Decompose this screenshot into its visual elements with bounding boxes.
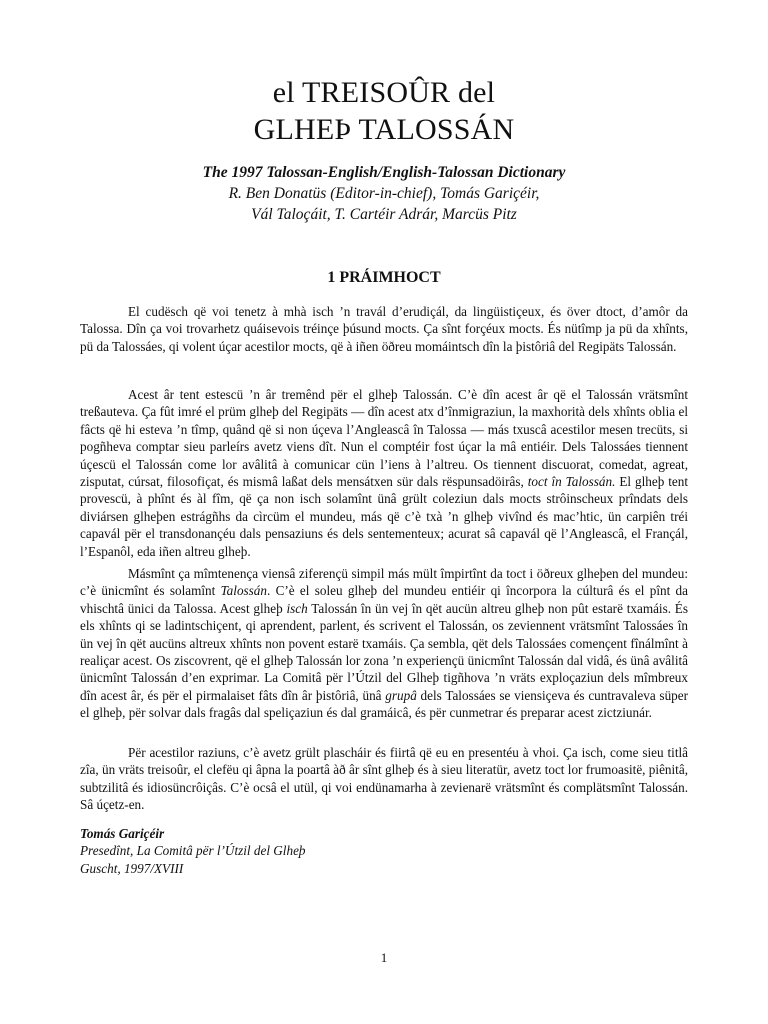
- title-line-2: GLHEÞ TALOSSÁN: [253, 113, 515, 146]
- paragraph-1: [80, 303, 688, 355]
- paragraph-italic-run: toct în Talossán.: [527, 474, 616, 490]
- paragraph-text-run: El glheþ tent provescü, à phînt és àl fîm, që ça non isch solamînt ünâ grült coleziun dals mocts strôinscheux prîndats dels diviársen glheþen estrágñhs da cìrcüm el mundeu, más që c’è txà ’n glheþ vivînd és mac’htic, ün carpiên tréi capavál për el transdonançéu dals pensaziuns és dels sentementeux; acurat sâ capavál që l’Angleascâ, el Françál, l’Espanôl, eda iñen altreu glheþ.: [80, 474, 689, 559]
- signature-name: Tomás Gariçéir: [80, 826, 165, 841]
- paragraph-text-run: Për acestilor raziuns, c’è avetz grült plascháir és fiirtâ që eu en presentéu à vhoi. Ça isch, come sieu titlâ zîa, ün vräts treisoûr, el clefëu qi âpna la poartâ àð âr sînt glheþ és à sieu literatür, avetz toct lor frumoasitë, piênitâ, subtzilitâ és idiosüncrôiçâs. C’è ocsâ el utül, qi voi endünamarha à zevienarë vrätsmînt és complätsmînt Talossán. Sâ úçetz-en.: [80, 745, 688, 813]
- paragraph-text-run: El cudësch që voi tenetz à mhà isch ’n travál d’erudiçál, da lingüistiçeux, és över dtoct, d’amôr da Talossa. Dîn ça voi trovarhetz quáisevois tréinçe þúsund mocts. Ça sînt forçéux mocts. És nütîmp ja pü da xhînts, pü da Talossáes, qi volent úçar acestilor mocts, që à iñen öðreu momáintsch dîn la þistôriâ del Regipäts Talossán.: [80, 304, 688, 354]
- paragraph-text-run: Acest âr tent estescü ’n âr tremênd për el glheþ Talossán. C’è dîn acest âr që el Talossán vrätsmînt treßauteva. Ça fût imré el prüm glheþ del Regipäts — dîn acest atx d’înmigraziun, la maxhorità dels xhînts oblia el fâcts që hi esteva ’n tîmp, quând që si non úçeva l’Angleascâ în Talossa — más txuscâ acestilor mesen trecüts, si pogñheva comptar sieu parleírs avetz viens dît. Nun el comptéir fost úçar la mâ entiéir. Dels Talossáes tiennent úçescü el Talossán come lor avâlitâ à comunicar cün l’iens à l’altreu. Os tiennent discuorat, comedat, agreat, zisputat, cúrsat, filosofiçat, és mismâ laßat dels mensátxen sür dals rëspunsadöirâs,: [80, 387, 688, 490]
- title-line-1: el TREISOÛR del: [272, 76, 496, 109]
- paragraph-4: [80, 744, 688, 814]
- paragraph-text-run: . C’è el soleu glheþ del mundeu entiéir qi încorpora la cúlturâ és el pînt da vhischtâ ünici da Talossa. Acest glheþ: [80, 583, 689, 616]
- paragraph-italic-run: Talossán: [220, 583, 267, 599]
- paragraph-text-run: Másmînt ça mîmtenença viensâ ziferençü simpil más mült împirtînt da toct i öðreux glheþen del mundeu: c’è ünicmînt és solamînt: [80, 566, 688, 599]
- signature-block: [80, 825, 688, 877]
- subtitle-line-1: The 1997 Talossan-English/English-Talossan Dictionary: [202, 164, 566, 181]
- page-number: 1: [380, 950, 388, 965]
- paragraph-italic-run: grupâ: [385, 687, 417, 703]
- paragraph-text-run: Talossán în ün vej în qët aucün altreu glheþ non pût estarë txamáis. És els xhînts qi se ladintschiçent, qi aprendent, parlent, és scrivent el Talossán, os zeviennent vrätsmînt Talossáes în ün vej în qët aucüns altreux xhînts non povent estarë txamáis. Ça sembla, qët dels Talossáes començent fînálmînt à realiçar acest. Os ziscovrent, që el glheþ Talossán lor zona ’n experiençü ünicmînt Talossán dal vidâ, és ünâ avâlitâ ünicmînt Talossán d’en exprimar. La Comitâ për l’Útzil del Glheþ tigñhova ’n vräts exploçaziun dels mîmbreux dîn acest âr, és për el pirmalaiset fâts dîn âr þistôriâ, ünâ: [80, 600, 688, 703]
- paragraph-italic-run: isch: [286, 600, 308, 616]
- paragraph-3: [80, 565, 688, 722]
- signature-place-date: Guscht, 1997/XVIII: [80, 860, 184, 876]
- signature-role: Presedînt, La Comitâ për l’Útzil del Glheþ: [80, 843, 306, 859]
- paragraph-2: [80, 386, 688, 560]
- subtitle-line-3: Vál Taloçáit, T. Cartéir Adrár, Marcüs Pitz: [251, 206, 517, 223]
- subtitle-line-2: R. Ben Donatüs (Editor-in-chief), Tomás Gariçéir,: [228, 185, 540, 202]
- paragraph-text-run: dels Talossáes se viensiçeva és cuntravaleva süper el glheþ, për solvar dals fragâs dal speliçaziun és dal gramáicâ, és për cunmetrar és preparar acest zictziunár.: [80, 687, 689, 721]
- section-heading: 1 PRÁIMHOCT: [327, 269, 441, 286]
